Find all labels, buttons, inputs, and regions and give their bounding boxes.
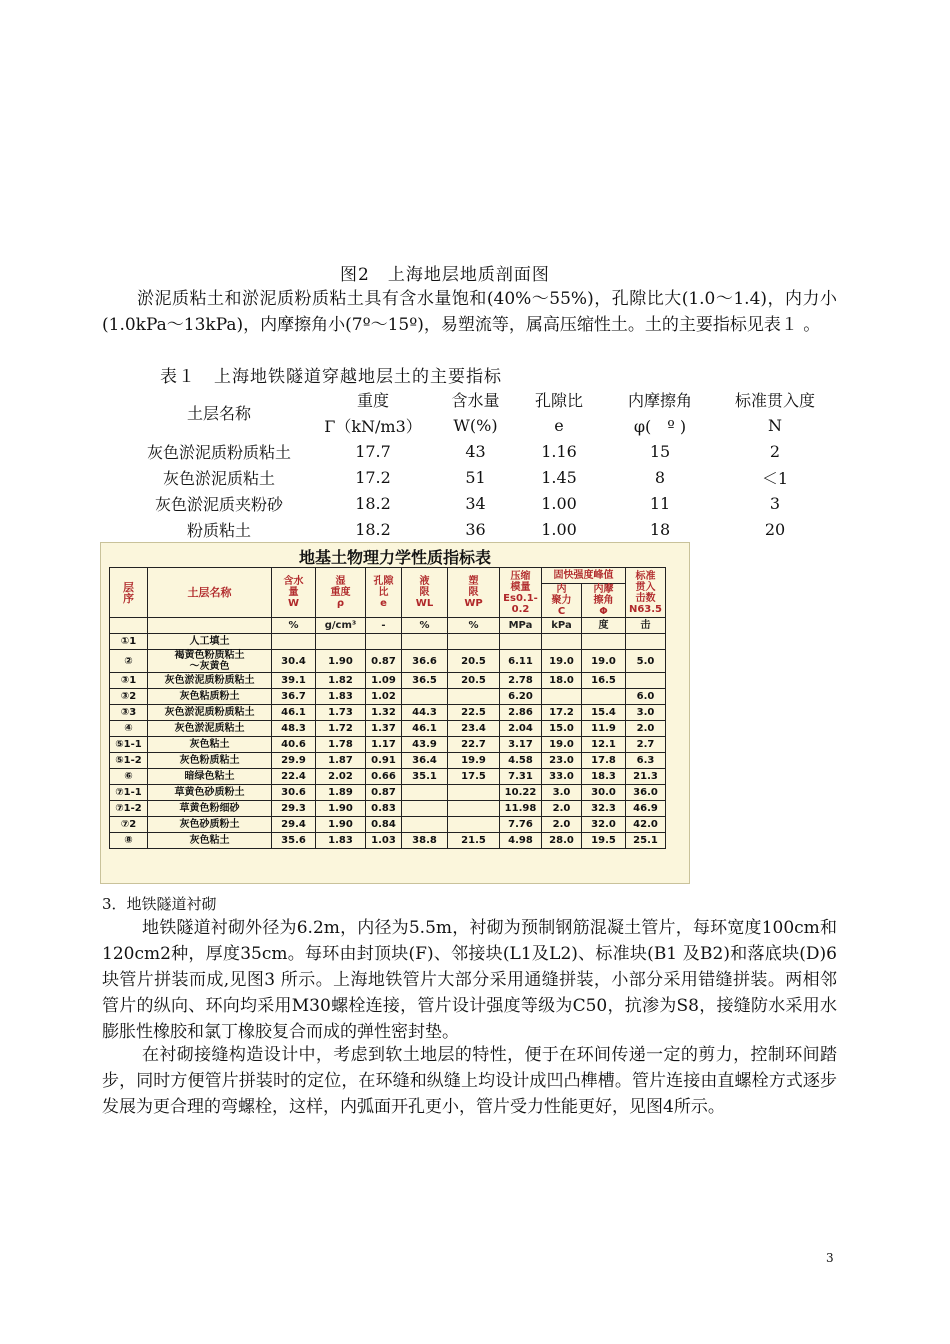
table-cell <box>448 817 500 833</box>
table-cell: 25.1 <box>626 833 666 849</box>
soil-name: 人工填土 <box>148 634 272 650</box>
table-cell: 19.0 <box>542 737 582 753</box>
table-row <box>120 516 825 542</box>
unit-cell <box>110 618 148 634</box>
table-cell: 5.0 <box>626 650 666 673</box>
table-cell: 2.02 <box>316 769 366 785</box>
table-cell: 18.2 <box>355 493 391 513</box>
table-cell: 3.0 <box>626 705 666 721</box>
unit-cell <box>148 618 272 634</box>
table-cell <box>402 785 448 801</box>
table-cell: 15.0 <box>542 721 582 737</box>
table-row <box>110 817 666 833</box>
table-cell: 1.90 <box>316 817 366 833</box>
table-cell: 1.00 <box>541 519 577 539</box>
table-cell: 1.87 <box>316 753 366 769</box>
table-row <box>110 689 666 705</box>
header-unit-weight: 重度 <box>356 390 389 410</box>
table-cell: 1.78 <box>316 737 366 753</box>
paragraph-soil-properties: 淤泥质粘土和淤泥质粉质粘土具有含水量饱和(40%～55%)，孔隙比大(1.0～1.4)，内力小(1.0kPa～13kPa)，内摩擦角小(7º～15º)，易塑流等，属高压缩性土。土的主要指标见表１ 。 <box>102 289 837 335</box>
table-cell: 0.66 <box>366 769 402 785</box>
table-cell: 1.73 <box>316 705 366 721</box>
table-cell: 3.0 <box>542 785 582 801</box>
table-cell: 20 <box>764 519 786 539</box>
table-cell: 6.3 <box>626 753 666 769</box>
table-cell: 2.86 <box>500 705 542 721</box>
soil-name: 灰色粘质粉土 <box>148 689 272 705</box>
layer-number: ⑧ <box>110 833 148 849</box>
table-cell: 1.03 <box>366 833 402 849</box>
header-spt: 标准 贯入 击数 N63.5 <box>626 568 666 618</box>
table-row <box>110 634 666 650</box>
table-cell: 8 <box>654 467 666 487</box>
table-header-row <box>120 386 825 412</box>
header-water: 含水 量 W <box>272 568 316 618</box>
table-cell: 30.4 <box>272 650 316 673</box>
table-cell: 21.3 <box>626 769 666 785</box>
table-cell: 1.00 <box>541 493 577 513</box>
header-spt: 标准贯入度 <box>734 390 815 410</box>
table-cell: 0.83 <box>366 801 402 817</box>
unit-cell: % <box>448 618 500 634</box>
header-friction: 内摩 擦角 Φ <box>582 584 626 618</box>
layer-number: ⑦1-1 <box>110 785 148 801</box>
header-shear-strength: 固快强度峰值 <box>542 568 626 584</box>
table-cell: 23.0 <box>542 753 582 769</box>
unit-cell: g/cm³ <box>316 618 366 634</box>
table-row <box>110 737 666 753</box>
table-cell: 2.0 <box>542 801 582 817</box>
table-cell <box>626 634 666 650</box>
layer-number: ⑦2 <box>110 817 148 833</box>
table-cell <box>402 689 448 705</box>
table-cell: 1.32 <box>366 705 402 721</box>
table-cell: 2.7 <box>626 737 666 753</box>
header-water-content: 含水量 <box>451 390 500 410</box>
table-cell: 1.09 <box>366 673 402 689</box>
table-cell: 39.1 <box>272 673 316 689</box>
table-cell: 4.58 <box>500 753 542 769</box>
table-cell: 17.5 <box>448 769 500 785</box>
soil-name: 灰色淤泥质粘土 <box>148 721 272 737</box>
soil-name: 灰色淤泥质粉质粘土 <box>148 705 272 721</box>
table-cell: 11.98 <box>500 801 542 817</box>
table-cell: 29.3 <box>272 801 316 817</box>
table-row <box>110 721 666 737</box>
table-cell: 29.4 <box>272 817 316 833</box>
table-cell: 17.8 <box>582 753 626 769</box>
table-row <box>110 650 666 673</box>
table-cell: 3 <box>769 493 781 513</box>
table-cell: 4.98 <box>500 833 542 849</box>
table-cell: 1.02 <box>366 689 402 705</box>
header-void-ratio-unit: e <box>554 415 564 435</box>
table-cell <box>316 634 366 650</box>
table-cell: 23.4 <box>448 721 500 737</box>
table-cell: 1.83 <box>316 833 366 849</box>
table-row <box>110 753 666 769</box>
table-cell: 22.5 <box>448 705 500 721</box>
table-cell: 21.5 <box>448 833 500 849</box>
table-cell: 30.6 <box>272 785 316 801</box>
layer-number: ③1 <box>110 673 148 689</box>
table-cell: 32.3 <box>582 801 626 817</box>
paragraph-joint-design: 在衬砌接缝构造设计中，考虑到软土地层的特性，便于在环间传递一定的剪力，控制环间踏步，同时方便管片拼装时的定位，在环缝和纵缝上均设计成凹凸榫槽。管片连接由直螺栓方式逐步发展为更合理的弯螺栓，这样，内弧面开孔更小，管片受力性能更好，见图4所示。 <box>102 1045 837 1117</box>
table-cell: 19.9 <box>448 753 500 769</box>
layer-number: ② <box>110 650 148 673</box>
header-cohesion: 内 聚力 C <box>542 584 582 618</box>
table-cell: 36.0 <box>626 785 666 801</box>
table-cell: 46.1 <box>272 705 316 721</box>
table-cell: 42.0 <box>626 817 666 833</box>
unit-cell: 度 <box>582 618 626 634</box>
paragraph-tunnel-lining: 地铁隧道衬砌外径为6.2m，内径为5.5m，衬砌为预制钢筋混凝土管片，每环宽度100cm和120cm2种，厚度35cm。每环由封顶块(F)、邻接块(L1及L2)、标准块(B1 及B2)和落底块(D)6块管片拼装而成,见图3 所示。上海地铁管片大部分采用通缝拼装，小部分采用错缝拼装。两相邻管片的纵向、环向均采用M30螺栓连接，管片设计强度等级为C50，抗渗为S8，接缝防水采用水膨胀性橡胶和氯丁橡胶复合而成的弹性密封垫。 <box>102 918 837 1042</box>
table-row <box>110 769 666 785</box>
layer-number: ⑥ <box>110 769 148 785</box>
table-row <box>110 801 666 817</box>
table-cell <box>272 634 316 650</box>
table-cell: 3.17 <box>500 737 542 753</box>
table-cell: 28.0 <box>542 833 582 849</box>
table-cell: 2.0 <box>542 817 582 833</box>
page-number: 3 <box>826 1251 834 1265</box>
table-cell <box>448 801 500 817</box>
table-row <box>120 438 825 464</box>
table-cell: 粉质粘土 <box>186 520 251 540</box>
table-cell: 18 <box>649 519 671 539</box>
soil-name: 灰色粉质粘土 <box>148 753 272 769</box>
table2-title: 地基土物理力学性质指标表 <box>298 548 491 567</box>
table1-caption: 表１ 上海地铁隧道穿越地层土的主要指标 <box>160 367 502 387</box>
table-cell: 17.2 <box>542 705 582 721</box>
table-cell: 11 <box>649 493 671 513</box>
table-cell: 1.82 <box>316 673 366 689</box>
table-cell <box>366 634 402 650</box>
soil-name: 草黄色粉细砂 <box>148 801 272 817</box>
unit-cell: % <box>402 618 448 634</box>
table-cell <box>582 634 626 650</box>
table-cell: 22.4 <box>272 769 316 785</box>
table-cell: 40.6 <box>272 737 316 753</box>
table-cell <box>626 673 666 689</box>
table-cell: 6.11 <box>500 650 542 673</box>
table-cell: 1.45 <box>541 467 577 487</box>
table-cell: 2 <box>769 441 781 461</box>
table-cell <box>542 689 582 705</box>
header-soil-name: 土层名称 <box>148 568 272 618</box>
layer-number: ③2 <box>110 689 148 705</box>
header-density: 湿 重度 ρ <box>316 568 366 618</box>
table-cell: 2.0 <box>626 721 666 737</box>
table-row <box>110 833 666 849</box>
header-water-content-unit: W(%) <box>453 415 498 435</box>
header-liquid-limit: 液 限 WL <box>402 568 448 618</box>
layer-number: ⑤1-1 <box>110 737 148 753</box>
table-cell: 灰色淤泥质粉质粘土 <box>146 442 291 462</box>
unit-cell: 击 <box>626 618 666 634</box>
unit-cell: MPa <box>500 618 542 634</box>
table-cell: 35.6 <box>272 833 316 849</box>
soil-name: 灰色淤泥质粉质粘土 <box>148 673 272 689</box>
unit-cell: - <box>366 618 402 634</box>
table-row <box>120 490 825 516</box>
layer-number: ①1 <box>110 634 148 650</box>
table-cell: 38.8 <box>402 833 448 849</box>
header-modulus: 压缩 模量 Es0.1-0.2 <box>500 568 542 618</box>
table-cell: 32.0 <box>582 817 626 833</box>
table-cell: 19.5 <box>582 833 626 849</box>
table-cell: 43 <box>465 441 486 461</box>
table-cell: 33.0 <box>542 769 582 785</box>
table-cell: 22.7 <box>448 737 500 753</box>
table-cell: 0.84 <box>366 817 402 833</box>
soil-name: 灰色砂质粉土 <box>148 817 272 833</box>
table-cell: 6.20 <box>500 689 542 705</box>
table-cell: 20.5 <box>448 673 500 689</box>
figure-caption: 图2 上海地层地质剖面图 <box>340 265 550 285</box>
table-cell: 17.2 <box>355 467 391 487</box>
table-cell: 1.37 <box>366 721 402 737</box>
table-cell: 18.2 <box>355 519 391 539</box>
layer-number: ⑤1-2 <box>110 753 148 769</box>
table-cell: 36.5 <box>402 673 448 689</box>
header-void: 孔隙 比 e <box>366 568 402 618</box>
soil-properties-table-image <box>100 542 690 884</box>
table-cell: 29.9 <box>272 753 316 769</box>
table-cell: 11.9 <box>582 721 626 737</box>
table-cell: 1.83 <box>316 689 366 705</box>
table-cell: 1.16 <box>541 441 577 461</box>
table-cell: 51 <box>465 467 486 487</box>
table-cell <box>448 785 500 801</box>
table-cell: 1.90 <box>316 650 366 673</box>
table-cell: 0.87 <box>366 785 402 801</box>
header-unit-weight-unit: Γ（kN/m3） <box>324 416 422 436</box>
table-cell: 1.90 <box>316 801 366 817</box>
table-cell <box>402 817 448 833</box>
table-cell: 46.9 <box>626 801 666 817</box>
table-cell: 2.78 <box>500 673 542 689</box>
table-row <box>110 785 666 801</box>
table-cell <box>402 634 448 650</box>
soil-index-table <box>120 386 825 542</box>
header-soil-name: 土层名称 <box>186 403 251 423</box>
table-cell: 7.31 <box>500 769 542 785</box>
soil-name: 草黄色砂质粉土 <box>148 785 272 801</box>
table-cell <box>500 634 542 650</box>
soil-name: 灰色粘土 <box>148 833 272 849</box>
unit-cell: % <box>272 618 316 634</box>
table-cell: 35.1 <box>402 769 448 785</box>
table-row <box>110 705 666 721</box>
table-cell: 1.72 <box>316 721 366 737</box>
header-spt-unit: N <box>768 415 782 435</box>
table-cell <box>448 689 500 705</box>
table-cell: 36.4 <box>402 753 448 769</box>
table-cell: 1.89 <box>316 785 366 801</box>
table-cell: 10.22 <box>500 785 542 801</box>
table-cell: 36.6 <box>402 650 448 673</box>
table-cell: 36 <box>465 519 486 539</box>
table-cell: 灰色淤泥质夹粉砂 <box>154 494 283 514</box>
table-cell: 19.0 <box>542 650 582 673</box>
table-cell: 48.3 <box>272 721 316 737</box>
table-cell: 30.0 <box>582 785 626 801</box>
header-friction-angle: 内摩擦角 <box>627 390 692 410</box>
soil-name: 灰色粘土 <box>148 737 272 753</box>
table-cell <box>582 689 626 705</box>
table-cell: 0.91 <box>366 753 402 769</box>
soil-name: 褐黄色粉质粘土 ～灰黄色 <box>148 650 272 673</box>
table-cell: 1.17 <box>366 737 402 753</box>
table-cell: 44.3 <box>402 705 448 721</box>
table-cell: 43.9 <box>402 737 448 753</box>
table-cell: 16.5 <box>582 673 626 689</box>
header-plastic-limit: 塑 限 WP <box>448 568 500 618</box>
layer-number: ⑦1-2 <box>110 801 148 817</box>
table-cell: 34 <box>465 493 486 513</box>
table-row <box>110 673 666 689</box>
table-cell: 灰色淤泥质粘土 <box>162 468 275 488</box>
table-cell: 18.0 <box>542 673 582 689</box>
table-cell <box>542 634 582 650</box>
table-cell: 15 <box>649 441 671 461</box>
table-cell: ＜1 <box>761 468 789 488</box>
layer-number: ④ <box>110 721 148 737</box>
unit-cell: kPa <box>542 618 582 634</box>
table-cell: 36.7 <box>272 689 316 705</box>
table-cell <box>448 634 500 650</box>
layer-number: ③3 <box>110 705 148 721</box>
table-cell: 18.3 <box>582 769 626 785</box>
table-cell: 6.0 <box>626 689 666 705</box>
soil-name: 暗绿色粘土 <box>148 769 272 785</box>
table-row <box>120 464 825 490</box>
units-row <box>110 618 666 634</box>
table-cell: 17.7 <box>355 441 391 461</box>
table-cell: 20.5 <box>448 650 500 673</box>
table-cell: 7.76 <box>500 817 542 833</box>
table-cell <box>402 801 448 817</box>
header-layer: 层 序 <box>110 568 148 618</box>
section-heading: 3．地铁隧道衬砌 <box>102 895 217 913</box>
table-cell: 19.0 <box>582 650 626 673</box>
table-cell: 46.1 <box>402 721 448 737</box>
soil-mechanics-table <box>109 567 666 849</box>
table-cell: 15.4 <box>582 705 626 721</box>
table-cell: 12.1 <box>582 737 626 753</box>
header-void-ratio: 孔隙比 <box>534 390 583 410</box>
header-friction-angle-unit: φ( º ) <box>633 416 687 436</box>
table-cell: 0.87 <box>366 650 402 673</box>
table-cell: 2.04 <box>500 721 542 737</box>
